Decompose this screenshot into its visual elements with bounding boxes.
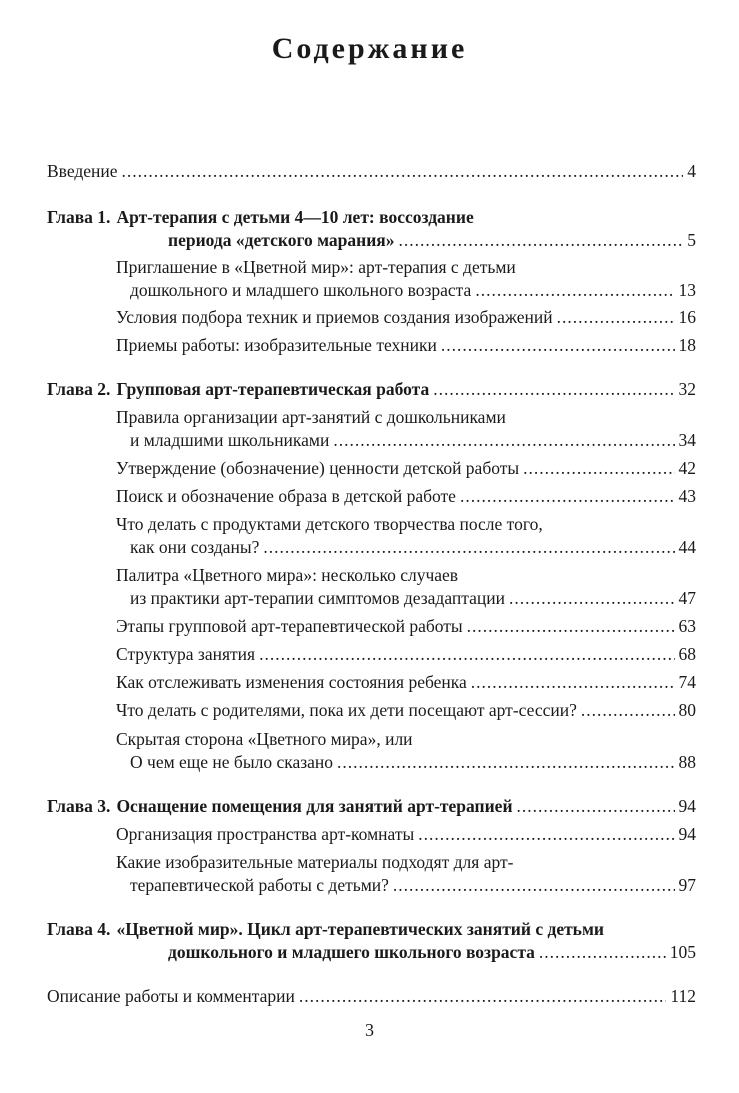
toc-entry[interactable]: [116, 671, 696, 693]
toc-entry-title: «Цветной мир». Цикл арт-терапевтических занятий с детьми: [116, 919, 604, 939]
page-number: 3: [365, 1020, 374, 1040]
leader-dots: [460, 485, 675, 507]
toc-entry-title-cont: терапевтической работы с детьми?: [130, 875, 389, 895]
leader-dots: [471, 671, 675, 693]
toc-entry[interactable]: [116, 564, 696, 586]
toc-page-number: 4: [687, 161, 696, 181]
toc-page-number: 105: [669, 942, 696, 962]
chapter-label: Глава 3.: [47, 796, 111, 816]
toc-entry-title: Поиск и обозначение образа в детской работе: [116, 486, 456, 506]
chapter-label: Глава 2.: [47, 379, 111, 399]
toc-entry-title: Какие изобразительные материалы подходят для арт-: [116, 852, 514, 872]
toc-entry-cont[interactable]: [130, 587, 696, 609]
toc-entry-title: Организация пространства арт-комнаты: [116, 824, 415, 844]
toc-chapter-4-cont[interactable]: [168, 941, 696, 963]
toc-entry[interactable]: [116, 699, 696, 721]
toc-entry-title: Структура занятия: [116, 644, 256, 664]
toc-entry[interactable]: [116, 643, 696, 665]
leader-dots: [333, 429, 674, 451]
toc-chapter-1[interactable]: [47, 206, 696, 228]
toc-entry[interactable]: [116, 457, 696, 479]
toc-chapter-4[interactable]: [47, 918, 696, 940]
leader-dots: [418, 823, 674, 845]
toc-entry-title-cont: как они созданы?: [130, 537, 260, 557]
toc-entry-title: Что делать с продуктами детского творчества после того,: [116, 514, 543, 534]
toc-entry-title: Введение: [47, 161, 118, 181]
toc-entry-title: Арт-терапия с детьми 4—10 лет: воссоздание: [116, 207, 474, 227]
toc-entry-title-cont: О чем еще не было сказано: [130, 752, 334, 772]
leader-dots: [122, 160, 684, 182]
toc-page-number: 47: [678, 588, 696, 608]
leader-dots: [523, 457, 674, 479]
toc-page-number: 94: [678, 796, 696, 816]
toc-page-number: 13: [678, 280, 696, 300]
leader-dots: [337, 751, 674, 773]
leader-dots: [441, 334, 675, 356]
toc-chapter-1-cont[interactable]: [168, 229, 696, 251]
page-title: Содержание: [271, 32, 468, 65]
toc-entry[interactable]: [116, 615, 696, 637]
toc-page-number: 68: [678, 644, 696, 664]
leader-dots: [399, 229, 684, 251]
leader-dots: [557, 306, 675, 328]
leader-dots: [475, 279, 674, 301]
toc-page-number: 44: [678, 537, 696, 557]
toc-page-number: 18: [678, 335, 696, 355]
leader-dots: [539, 941, 666, 963]
toc-entry[interactable]: [116, 851, 696, 873]
toc-entry-title: Как отслеживать изменения состояния ребенка: [116, 672, 467, 692]
leader-dots: [509, 587, 675, 609]
toc-entry-title-cont: дошкольного и младшего школьного возраста: [168, 942, 535, 962]
toc-entry-title: Скрытая сторона «Цветного мира», или: [116, 729, 413, 749]
toc-entry-title: Оснащение помещения для занятий арт-терапией: [116, 796, 513, 816]
leader-dots: [517, 795, 675, 817]
toc-entry-title: Приглашение в «Цветной мир»: арт-терапия с детьми: [116, 257, 516, 277]
leader-dots: [299, 985, 667, 1007]
toc-entry-cont[interactable]: [130, 279, 696, 301]
leader-dots: [263, 536, 674, 558]
toc-entry[interactable]: [116, 256, 696, 278]
toc-page-number: 5: [687, 230, 696, 250]
toc-entry[interactable]: [116, 334, 696, 356]
toc-entry-cont[interactable]: [130, 429, 696, 451]
toc-entry-title: Этапы групповой арт-терапевтической работы: [116, 616, 463, 636]
toc-entry-title: Описание работы и комментарии: [47, 986, 295, 1006]
toc-page-number: 32: [678, 379, 696, 399]
toc-page-number: 43: [678, 486, 696, 506]
toc-entry-cont[interactable]: [130, 751, 696, 773]
chapter-label: Глава 4.: [47, 919, 111, 939]
toc-entry[interactable]: [116, 485, 696, 507]
toc-entry-title: Условия подбора техник и приемов создания изображений: [116, 307, 553, 327]
toc-page-number: 63: [678, 616, 696, 636]
leader-dots: [467, 615, 675, 637]
toc-entry-title-cont: периода «детского марания»: [168, 230, 395, 250]
toc-page-number: 112: [670, 986, 696, 1006]
leader-dots: [393, 874, 675, 896]
toc-page-number: 42: [678, 458, 696, 478]
toc-entry-title: Правила организации арт-занятий с дошкольниками: [116, 407, 506, 427]
toc-entry[interactable]: [116, 513, 696, 535]
toc-entry-title-cont: дошкольного и младшего школьного возраста: [130, 280, 472, 300]
chapter-label: Глава 1.: [47, 207, 111, 227]
toc-page-number: 97: [678, 875, 696, 895]
leader-dots: [259, 643, 674, 665]
toc-entry-title: Палитра «Цветного мира»: несколько случаев: [116, 565, 459, 585]
toc-entry-title: Что делать с родителями, пока их дети посещают арт-сессии?: [116, 700, 577, 720]
toc-page-number: 74: [678, 672, 696, 692]
toc-entry-title: Групповая арт-терапевтическая работа: [116, 379, 430, 399]
toc-entry-cont[interactable]: [130, 536, 696, 558]
toc-entry-cont[interactable]: [130, 874, 696, 896]
toc-entry-title: Приемы работы: изобразительные техники: [116, 335, 437, 355]
toc-entry[interactable]: [116, 406, 696, 428]
toc-page-number: 88: [678, 752, 696, 772]
toc-entry-commentary[interactable]: [47, 985, 696, 1007]
toc-page-number: 16: [678, 307, 696, 327]
toc-page-number: 94: [678, 824, 696, 844]
toc-chapter-3[interactable]: [47, 795, 696, 817]
toc-entry-title-cont: из практики арт-терапии симптомов дезадаптации: [130, 588, 505, 608]
toc-entry-title: Утверждение (обозначение) ценности детской работы: [116, 458, 520, 478]
toc-entry[interactable]: [116, 306, 696, 328]
leader-dots: [433, 378, 674, 400]
leader-dots: [581, 699, 675, 721]
toc-entry-intro[interactable]: [47, 160, 696, 182]
toc-entry[interactable]: [116, 728, 696, 750]
toc-page-number: 80: [678, 700, 696, 720]
toc-page-number: 34: [678, 430, 696, 450]
toc-entry-title-cont: и младшими школьниками: [130, 430, 330, 450]
toc-chapter-2[interactable]: [47, 378, 696, 400]
toc-entry[interactable]: [116, 823, 696, 845]
